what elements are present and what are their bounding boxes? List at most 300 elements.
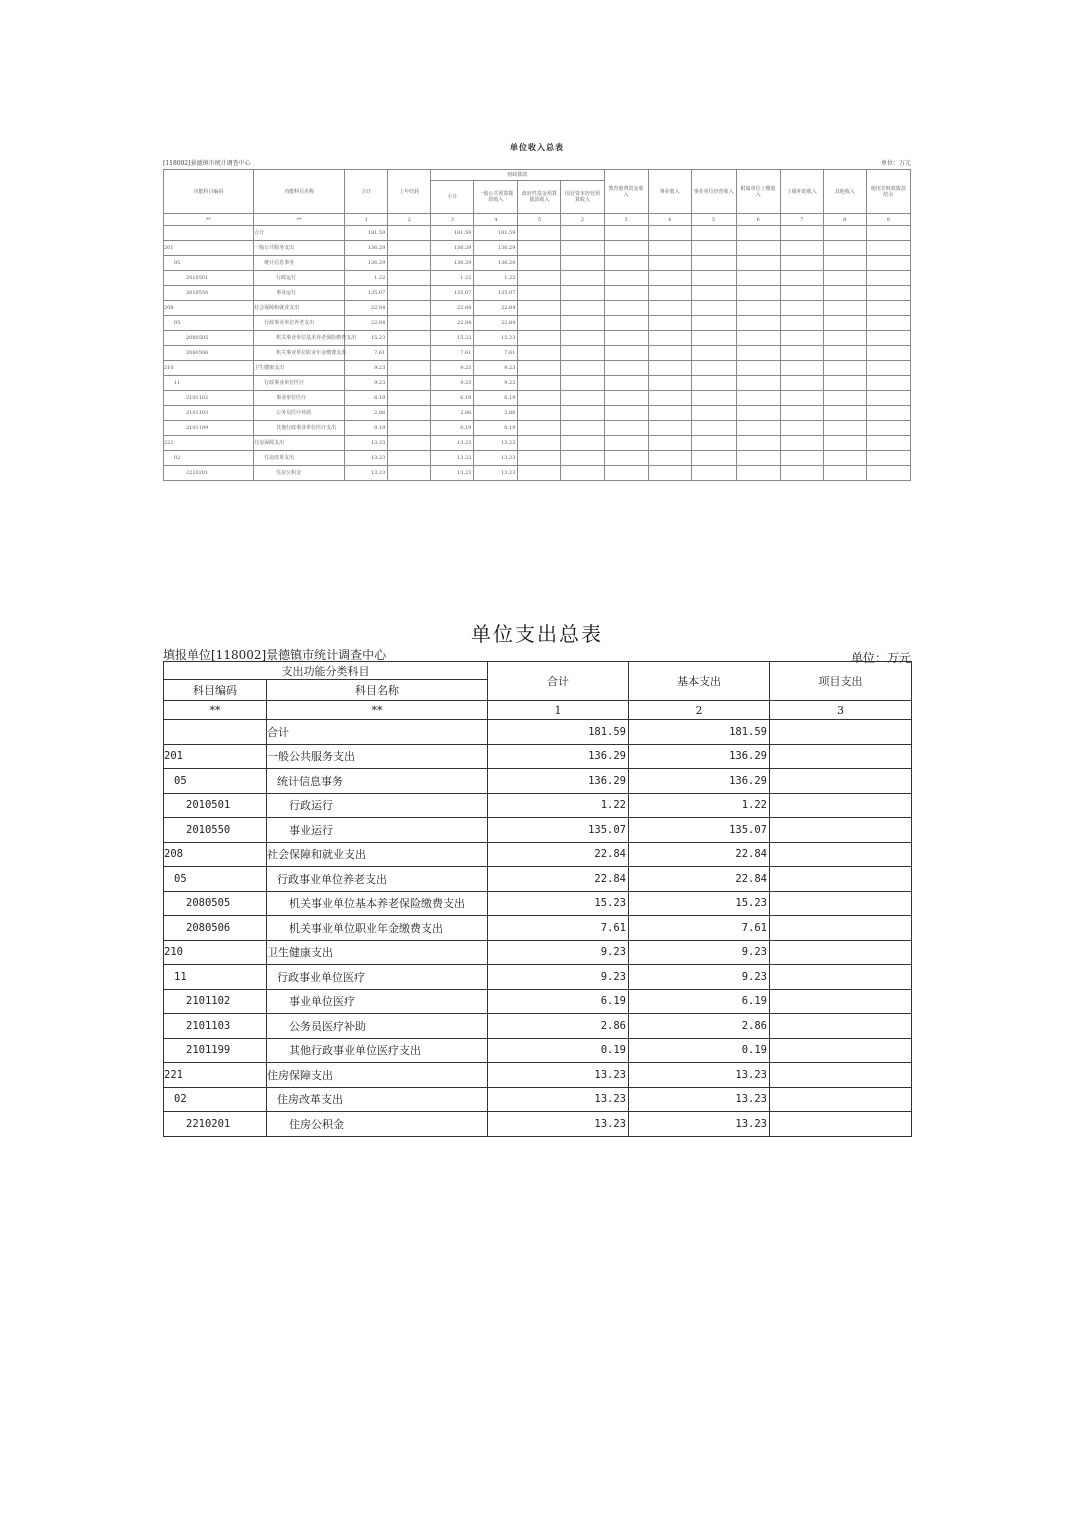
empty-cell: [518, 376, 561, 391]
row-name: 卫生健康支出: [267, 940, 488, 965]
row-basic: 15.23: [629, 891, 770, 916]
table-row: [164, 867, 912, 892]
empty-cell: [691, 316, 736, 331]
row-carryover: [388, 361, 431, 376]
empty-cell: [518, 316, 561, 331]
empty-cell: [518, 271, 561, 286]
empty-cell: [518, 256, 561, 271]
empty-cell: [518, 406, 561, 421]
expense-col-name: 科目名称: [267, 680, 488, 701]
code-cell: 5: [691, 214, 736, 226]
code-cell: 4: [474, 214, 518, 226]
empty-cell: [736, 331, 780, 346]
empty-cell: [561, 256, 604, 271]
expense-group-header: 支出功能分类科目: [164, 662, 488, 680]
income-header-cell: 事业收入: [648, 170, 691, 214]
empty-cell: [866, 421, 910, 436]
empty-cell: [648, 346, 691, 361]
code-cell: **: [164, 701, 267, 720]
empty-cell: [866, 391, 910, 406]
empty-cell: [561, 421, 604, 436]
row-name: 行政运行: [267, 793, 488, 818]
row-code: 201: [164, 241, 254, 256]
row-basic: 13.23: [629, 1087, 770, 1112]
row-code: 2080505: [164, 331, 254, 346]
row-code: 2101199: [164, 1038, 267, 1063]
income-table-title: 单位收入总表: [510, 142, 564, 152]
table-row: [164, 720, 912, 745]
row-carryover: [388, 286, 431, 301]
code-cell: 1: [488, 701, 629, 720]
row-name: 统计信息事务: [254, 256, 345, 271]
row-subtotal: 2.86: [431, 406, 474, 421]
income-header-cell: 功能科目名称: [254, 170, 345, 214]
row-code: 208: [164, 301, 254, 316]
income-header-cell: 政府性基金预算拨款收入: [518, 181, 561, 214]
row-code: [164, 226, 254, 241]
row-general-budget: 181.59: [474, 226, 518, 241]
income-header-cell: 小计: [431, 181, 474, 214]
row-general-budget: 7.61: [474, 346, 518, 361]
empty-cell: [648, 331, 691, 346]
row-name: 机关事业单位基本养老保险缴费支出: [267, 891, 488, 916]
row-project: [770, 989, 912, 1014]
expense-table-title: 单位支出总表: [471, 622, 603, 646]
empty-cell: [736, 361, 780, 376]
row-code: 2210201: [164, 1112, 267, 1137]
empty-cell: [780, 466, 823, 481]
empty-cell: [866, 271, 910, 286]
row-subtotal: 136.29: [431, 241, 474, 256]
row-name: 一般公共服务支出: [267, 744, 488, 769]
empty-cell: [823, 391, 866, 406]
row-general-budget: 6.19: [474, 391, 518, 406]
row-carryover: [388, 421, 431, 436]
row-total: 6.19: [488, 989, 629, 1014]
empty-cell: [561, 466, 604, 481]
table-row: [164, 891, 912, 916]
table-row: [164, 1112, 912, 1137]
row-general-budget: 136.29: [474, 241, 518, 256]
income-header-cell: 事业单位经营收入: [691, 170, 736, 214]
row-project: [770, 720, 912, 745]
row-subtotal: 181.59: [431, 226, 474, 241]
empty-cell: [736, 421, 780, 436]
row-total: 7.61: [488, 916, 629, 941]
row-general-budget: 13.23: [474, 436, 518, 451]
income-header-cell: 其他收入: [823, 170, 866, 214]
row-code: 2010550: [164, 286, 254, 301]
row-total: 1.22: [345, 271, 388, 286]
empty-cell: [823, 271, 866, 286]
row-code: 02: [164, 1087, 267, 1112]
row-total: 13.23: [488, 1112, 629, 1137]
empty-cell: [823, 406, 866, 421]
empty-cell: [604, 451, 648, 466]
row-code: 02: [164, 451, 254, 466]
row-name: 行政运行: [254, 271, 345, 286]
row-total: 0.19: [488, 1038, 629, 1063]
empty-cell: [780, 451, 823, 466]
row-general-budget: 136.29: [474, 256, 518, 271]
empty-cell: [604, 376, 648, 391]
table-row: [164, 226, 911, 241]
row-general-budget: 13.23: [474, 451, 518, 466]
empty-cell: [518, 451, 561, 466]
income-table: [163, 169, 911, 481]
empty-cell: [648, 241, 691, 256]
row-name: 事业运行: [254, 286, 345, 301]
row-basic: 136.29: [629, 744, 770, 769]
empty-cell: [518, 391, 561, 406]
code-cell: 2: [629, 701, 770, 720]
row-code: 11: [164, 376, 254, 391]
code-cell: **: [267, 701, 488, 720]
row-total: 136.29: [488, 769, 629, 794]
row-carryover: [388, 406, 431, 421]
row-total: 22.84: [345, 301, 388, 316]
empty-cell: [518, 436, 561, 451]
row-subtotal: 136.29: [431, 256, 474, 271]
code-cell: 5: [518, 214, 561, 226]
row-code: 2080506: [164, 346, 254, 361]
row-project: [770, 793, 912, 818]
empty-cell: [648, 436, 691, 451]
empty-cell: [648, 361, 691, 376]
row-subtotal: 13.23: [431, 451, 474, 466]
row-subtotal: 6.19: [431, 391, 474, 406]
empty-cell: [561, 436, 604, 451]
row-general-budget: 22.84: [474, 301, 518, 316]
row-general-budget: 1.22: [474, 271, 518, 286]
table-row: [164, 241, 911, 256]
income-code-row: [164, 214, 911, 226]
empty-cell: [866, 406, 910, 421]
row-name: 行政事业单位医疗: [267, 965, 488, 990]
empty-cell: [736, 241, 780, 256]
expense-code-row: [164, 701, 912, 720]
row-name: 合计: [254, 226, 345, 241]
empty-cell: [648, 421, 691, 436]
row-code: 208: [164, 842, 267, 867]
row-carryover: [388, 256, 431, 271]
row-total: 15.23: [488, 891, 629, 916]
empty-cell: [866, 376, 910, 391]
row-general-budget: 22.84: [474, 316, 518, 331]
empty-cell: [780, 346, 823, 361]
table-row: [164, 965, 912, 990]
empty-cell: [561, 346, 604, 361]
table-row: [164, 316, 911, 331]
empty-cell: [780, 316, 823, 331]
expense-table-body: [164, 701, 912, 1137]
row-total: 13.23: [488, 1063, 629, 1088]
row-code: 201: [164, 744, 267, 769]
row-carryover: [388, 241, 431, 256]
row-name: 机关事业单位职业年金缴费支出: [267, 916, 488, 941]
row-project: [770, 916, 912, 941]
row-carryover: [388, 271, 431, 286]
table-row: [164, 391, 911, 406]
row-name: 行政事业单位医疗: [254, 376, 345, 391]
empty-cell: [518, 331, 561, 346]
row-project: [770, 1038, 912, 1063]
row-total: 22.84: [488, 867, 629, 892]
empty-cell: [648, 391, 691, 406]
row-subtotal: 1.22: [431, 271, 474, 286]
row-project: [770, 744, 912, 769]
table-row: [164, 769, 912, 794]
row-project: [770, 842, 912, 867]
row-total: 13.23: [345, 436, 388, 451]
table-row: [164, 916, 912, 941]
empty-cell: [691, 226, 736, 241]
row-subtotal: 22.84: [431, 301, 474, 316]
table-row: [164, 406, 911, 421]
row-code: [164, 720, 267, 745]
row-name: 行政事业单位养老支出: [267, 867, 488, 892]
empty-cell: [604, 346, 648, 361]
row-total: 6.19: [345, 391, 388, 406]
row-name: 事业运行: [267, 818, 488, 843]
table-row: [164, 421, 911, 436]
empty-cell: [648, 271, 691, 286]
empty-cell: [604, 286, 648, 301]
empty-cell: [823, 466, 866, 481]
empty-cell: [518, 226, 561, 241]
empty-cell: [736, 346, 780, 361]
row-project: [770, 891, 912, 916]
income-header-cell: 上级补助收入: [780, 170, 823, 214]
row-basic: 22.84: [629, 867, 770, 892]
row-basic: 135.07: [629, 818, 770, 843]
empty-cell: [648, 256, 691, 271]
table-row: [164, 436, 911, 451]
row-code: 2101103: [164, 406, 254, 421]
row-code: 2210201: [164, 466, 254, 481]
empty-cell: [780, 406, 823, 421]
empty-cell: [648, 226, 691, 241]
empty-cell: [736, 436, 780, 451]
empty-cell: [866, 226, 910, 241]
row-basic: 13.23: [629, 1063, 770, 1088]
empty-cell: [691, 421, 736, 436]
empty-cell: [604, 406, 648, 421]
row-total: 2.86: [345, 406, 388, 421]
row-code: 05: [164, 769, 267, 794]
row-general-budget: 13.23: [474, 466, 518, 481]
empty-cell: [518, 466, 561, 481]
income-header-cell: 附属单位上缴收入: [736, 170, 780, 214]
empty-cell: [866, 361, 910, 376]
empty-cell: [648, 466, 691, 481]
empty-cell: [604, 436, 648, 451]
row-total: 1.22: [488, 793, 629, 818]
empty-cell: [561, 391, 604, 406]
empty-cell: [604, 226, 648, 241]
empty-cell: [780, 286, 823, 301]
empty-cell: [823, 361, 866, 376]
empty-cell: [866, 466, 910, 481]
empty-cell: [648, 316, 691, 331]
empty-cell: [780, 256, 823, 271]
empty-cell: [736, 316, 780, 331]
row-carryover: [388, 331, 431, 346]
code-cell: 4: [648, 214, 691, 226]
row-carryover: [388, 301, 431, 316]
empty-cell: [561, 241, 604, 256]
empty-cell: [561, 451, 604, 466]
empty-cell: [604, 421, 648, 436]
empty-cell: [823, 301, 866, 316]
empty-cell: [518, 286, 561, 301]
row-basic: 0.19: [629, 1038, 770, 1063]
row-total: 136.29: [345, 241, 388, 256]
row-name: 住房公积金: [254, 466, 345, 481]
table-row: [164, 331, 911, 346]
empty-cell: [604, 391, 648, 406]
row-code: 2101199: [164, 421, 254, 436]
expense-col-code: 科目编码: [164, 680, 267, 701]
expense-table: [163, 661, 912, 1137]
income-group-header: 财政拨款: [431, 170, 604, 181]
empty-cell: [780, 436, 823, 451]
row-carryover: [388, 436, 431, 451]
code-cell: 3: [431, 214, 474, 226]
row-subtotal: 135.07: [431, 286, 474, 301]
empty-cell: [823, 451, 866, 466]
row-carryover: [388, 316, 431, 331]
empty-cell: [866, 346, 910, 361]
empty-cell: [780, 361, 823, 376]
row-general-budget: 135.07: [474, 286, 518, 301]
empty-cell: [561, 376, 604, 391]
row-total: 136.29: [488, 744, 629, 769]
table-row: [164, 842, 912, 867]
row-basic: 7.61: [629, 916, 770, 941]
table-row: [164, 256, 911, 271]
row-basic: 181.59: [629, 720, 770, 745]
row-total: 181.59: [345, 226, 388, 241]
code-cell: 6: [736, 214, 780, 226]
row-project: [770, 769, 912, 794]
table-row: [164, 346, 911, 361]
row-subtotal: 9.23: [431, 361, 474, 376]
row-total: 181.59: [488, 720, 629, 745]
empty-cell: [691, 391, 736, 406]
row-carryover: [388, 226, 431, 241]
row-total: 2.86: [488, 1014, 629, 1039]
empty-cell: [691, 331, 736, 346]
table-row: [164, 271, 911, 286]
empty-cell: [691, 346, 736, 361]
empty-cell: [604, 256, 648, 271]
row-basic: 1.22: [629, 793, 770, 818]
table-row: [164, 1087, 912, 1112]
row-project: [770, 940, 912, 965]
row-code: 2010550: [164, 818, 267, 843]
empty-cell: [736, 376, 780, 391]
empty-cell: [648, 376, 691, 391]
empty-cell: [780, 331, 823, 346]
empty-cell: [866, 241, 910, 256]
empty-cell: [780, 391, 823, 406]
empty-cell: [780, 271, 823, 286]
row-project: [770, 965, 912, 990]
empty-cell: [648, 451, 691, 466]
row-general-budget: 15.23: [474, 331, 518, 346]
table-row: [164, 1038, 912, 1063]
row-name: 合计: [267, 720, 488, 745]
empty-cell: [823, 436, 866, 451]
expense-col-project: 项目支出: [770, 662, 912, 701]
row-project: [770, 818, 912, 843]
empty-cell: [604, 331, 648, 346]
expense-table-unit: 单位：万元: [850, 651, 911, 665]
empty-cell: [736, 406, 780, 421]
row-total: 135.07: [488, 818, 629, 843]
table-row: [164, 940, 912, 965]
row-name: 机关事业单位职业年金缴费支出: [254, 346, 345, 361]
row-subtotal: 7.61: [431, 346, 474, 361]
row-basic: 9.23: [629, 965, 770, 990]
row-code: 2101102: [164, 391, 254, 406]
table-row: [164, 1014, 912, 1039]
row-total: 9.23: [345, 376, 388, 391]
row-total: 15.23: [345, 331, 388, 346]
empty-cell: [604, 241, 648, 256]
empty-cell: [866, 286, 910, 301]
empty-cell: [823, 331, 866, 346]
empty-cell: [561, 286, 604, 301]
empty-cell: [780, 421, 823, 436]
row-name: 机关事业单位基本养老保险缴费支出: [254, 331, 345, 346]
empty-cell: [561, 406, 604, 421]
code-cell: 9: [866, 214, 910, 226]
empty-cell: [691, 286, 736, 301]
row-project: [770, 1087, 912, 1112]
table-row: [164, 1063, 912, 1088]
empty-cell: [518, 241, 561, 256]
empty-cell: [518, 361, 561, 376]
row-carryover: [388, 346, 431, 361]
row-project: [770, 1014, 912, 1039]
income-table-org: [118002]景德镇市统计调查中心: [163, 160, 251, 167]
row-general-budget: 2.86: [474, 406, 518, 421]
empty-cell: [648, 301, 691, 316]
empty-cell: [561, 226, 604, 241]
table-row: [164, 301, 911, 316]
empty-cell: [691, 256, 736, 271]
row-total: 13.23: [488, 1087, 629, 1112]
row-project: [770, 867, 912, 892]
row-name: 住房改革支出: [267, 1087, 488, 1112]
code-cell: 3: [770, 701, 912, 720]
row-subtotal: 22.84: [431, 316, 474, 331]
empty-cell: [691, 406, 736, 421]
row-basic: 9.23: [629, 940, 770, 965]
row-subtotal: 15.23: [431, 331, 474, 346]
expense-table-org: 填报单位[118002]景德镇市统计调查中心: [163, 648, 387, 662]
table-row: [164, 744, 912, 769]
income-header-cell: 上年结转: [388, 170, 431, 214]
empty-cell: [691, 436, 736, 451]
empty-cell: [604, 271, 648, 286]
row-total: 22.84: [488, 842, 629, 867]
empty-cell: [823, 226, 866, 241]
row-name: 行政事业单位养老支出: [254, 316, 345, 331]
empty-cell: [736, 451, 780, 466]
